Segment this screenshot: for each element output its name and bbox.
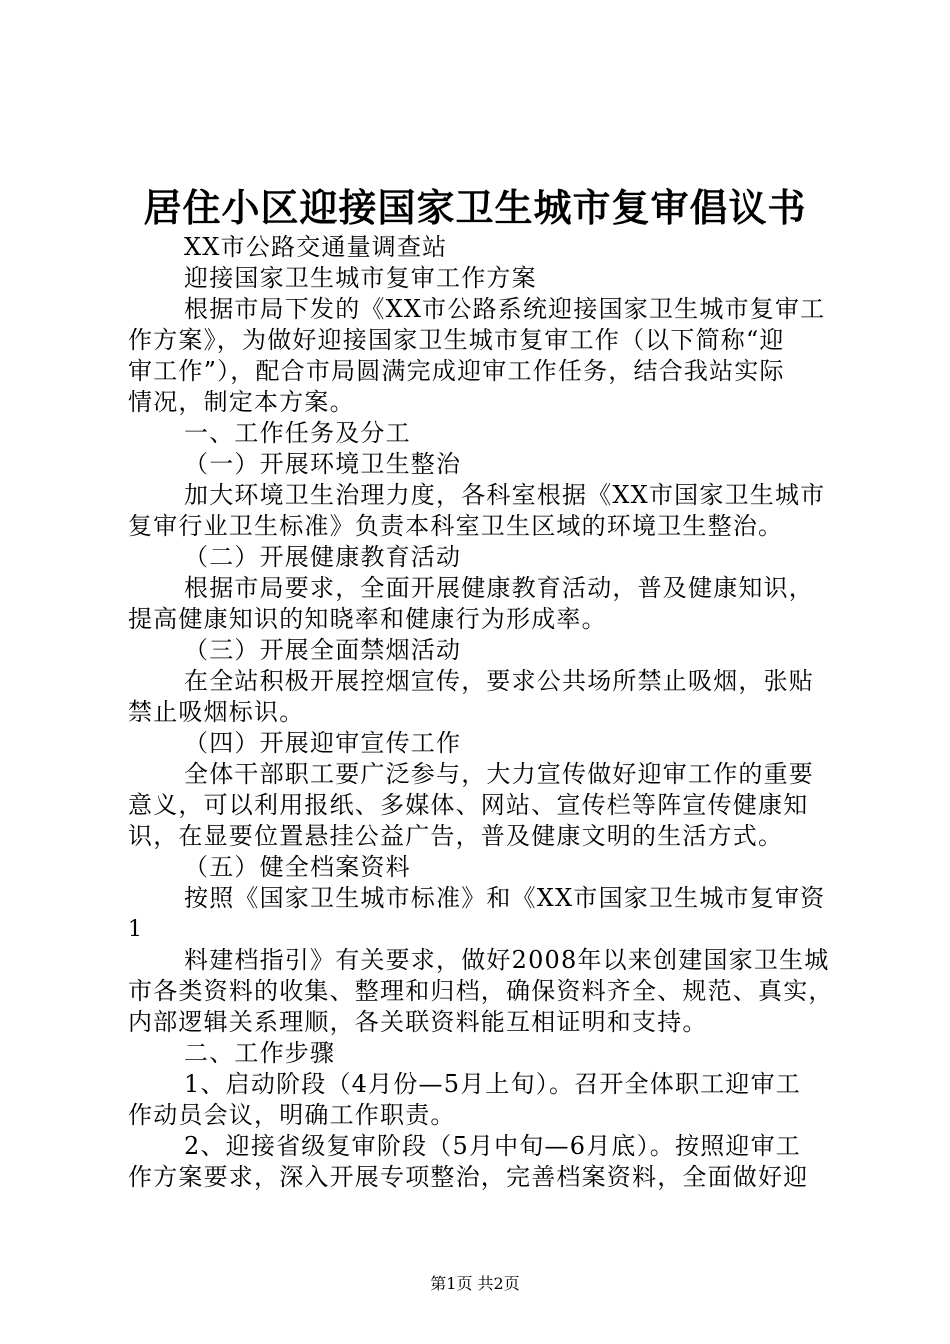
document-body bbox=[128, 232, 838, 1193]
paragraph-line: 1、启动阶段（4月份—5月上旬）。召开全体职工迎审工 bbox=[184, 1070, 802, 1098]
paragraph-line: 提高健康知识的知晓率和健康行为形成率。 bbox=[128, 605, 607, 633]
paragraph-line: 作方案》，为做好迎接国家卫生城市复审工作（以下简称“迎 bbox=[128, 326, 785, 354]
paragraph-line: 情况，制定本方案。 bbox=[128, 388, 355, 416]
page-footer: 第1页 共2页 bbox=[430, 1274, 520, 1293]
subsection-heading: （二）开展健康教育活动 bbox=[184, 543, 462, 571]
paragraph-line: 在全站积极开展控烟宣传，要求公共场所禁止吸烟，张贴 bbox=[184, 667, 814, 695]
section-heading: 二、工作步骤 bbox=[184, 1039, 336, 1067]
paragraph-line: 复审行业卫生标准》负责本科室卫生区域的环境卫生整治。 bbox=[128, 512, 784, 540]
subsection-heading: （一）开展环境卫生整治 bbox=[184, 450, 462, 478]
subsection-heading: （三）开展全面禁烟活动 bbox=[184, 636, 462, 664]
paragraph-line: 根据市局下发的《XX市公路系统迎接国家卫生城市复审工 bbox=[184, 295, 826, 323]
paragraph-line: 审工作”），配合市局圆满完成迎审工作任务，结合我站实际 bbox=[128, 357, 785, 385]
subsection-heading: （五）健全档案资料 bbox=[184, 853, 411, 881]
paragraph-line: 意义，可以利用报纸、多媒体、网站、宣传栏等阵宣传健康知 bbox=[128, 791, 809, 819]
paragraph-line: 2、迎接省级复审阶段（5月中旬—6月底）。按照迎审工 bbox=[184, 1132, 802, 1160]
paragraph-line: 禁止吸烟标识。 bbox=[128, 698, 305, 726]
subsection-heading: （四）开展迎审宣传工作 bbox=[184, 729, 462, 757]
text-line: XX市公路交通量调查站 bbox=[184, 233, 448, 261]
paragraph-line: 作动员会议，明确工作职责。 bbox=[128, 1101, 456, 1129]
document-title: 居住小区迎接国家卫生城市复审倡议书 bbox=[143, 185, 807, 230]
paragraph-line: 作方案要求，深入开展专项整治，完善档案资料，全面做好迎 bbox=[128, 1163, 809, 1191]
paragraph-line: 加大环境卫生治理力度，各科室根据《XX市国家卫生城市 bbox=[184, 481, 826, 509]
page-number-marker: 1 bbox=[128, 917, 144, 942]
paragraph-line: 根据市局要求，全面开展健康教育活动，普及健康知识， bbox=[184, 574, 814, 602]
text-line: 迎接国家卫生城市复审工作方案 bbox=[184, 264, 537, 292]
paragraph-line: 按照《国家卫生城市标准》和《XX市国家卫生城市复审资 bbox=[184, 884, 826, 912]
paragraph-line: 识，在显要位置悬挂公益广告，普及健康文明的生活方式。 bbox=[128, 822, 784, 850]
paragraph-line: 料建档指引》有关要求，做好2008年以来创建国家卫生城 bbox=[184, 946, 830, 974]
section-heading: 一、工作任务及分工 bbox=[184, 419, 411, 447]
paragraph-line: 市各类资料的收集、整理和归档，确保资料齐全、规范、真实， bbox=[128, 977, 834, 1005]
paragraph-line: 内部逻辑关系理顺，各关联资料能互相证明和支持。 bbox=[128, 1008, 708, 1036]
paragraph-line: 全体干部职工要广泛参与，大力宣传做好迎审工作的重要 bbox=[184, 760, 814, 788]
